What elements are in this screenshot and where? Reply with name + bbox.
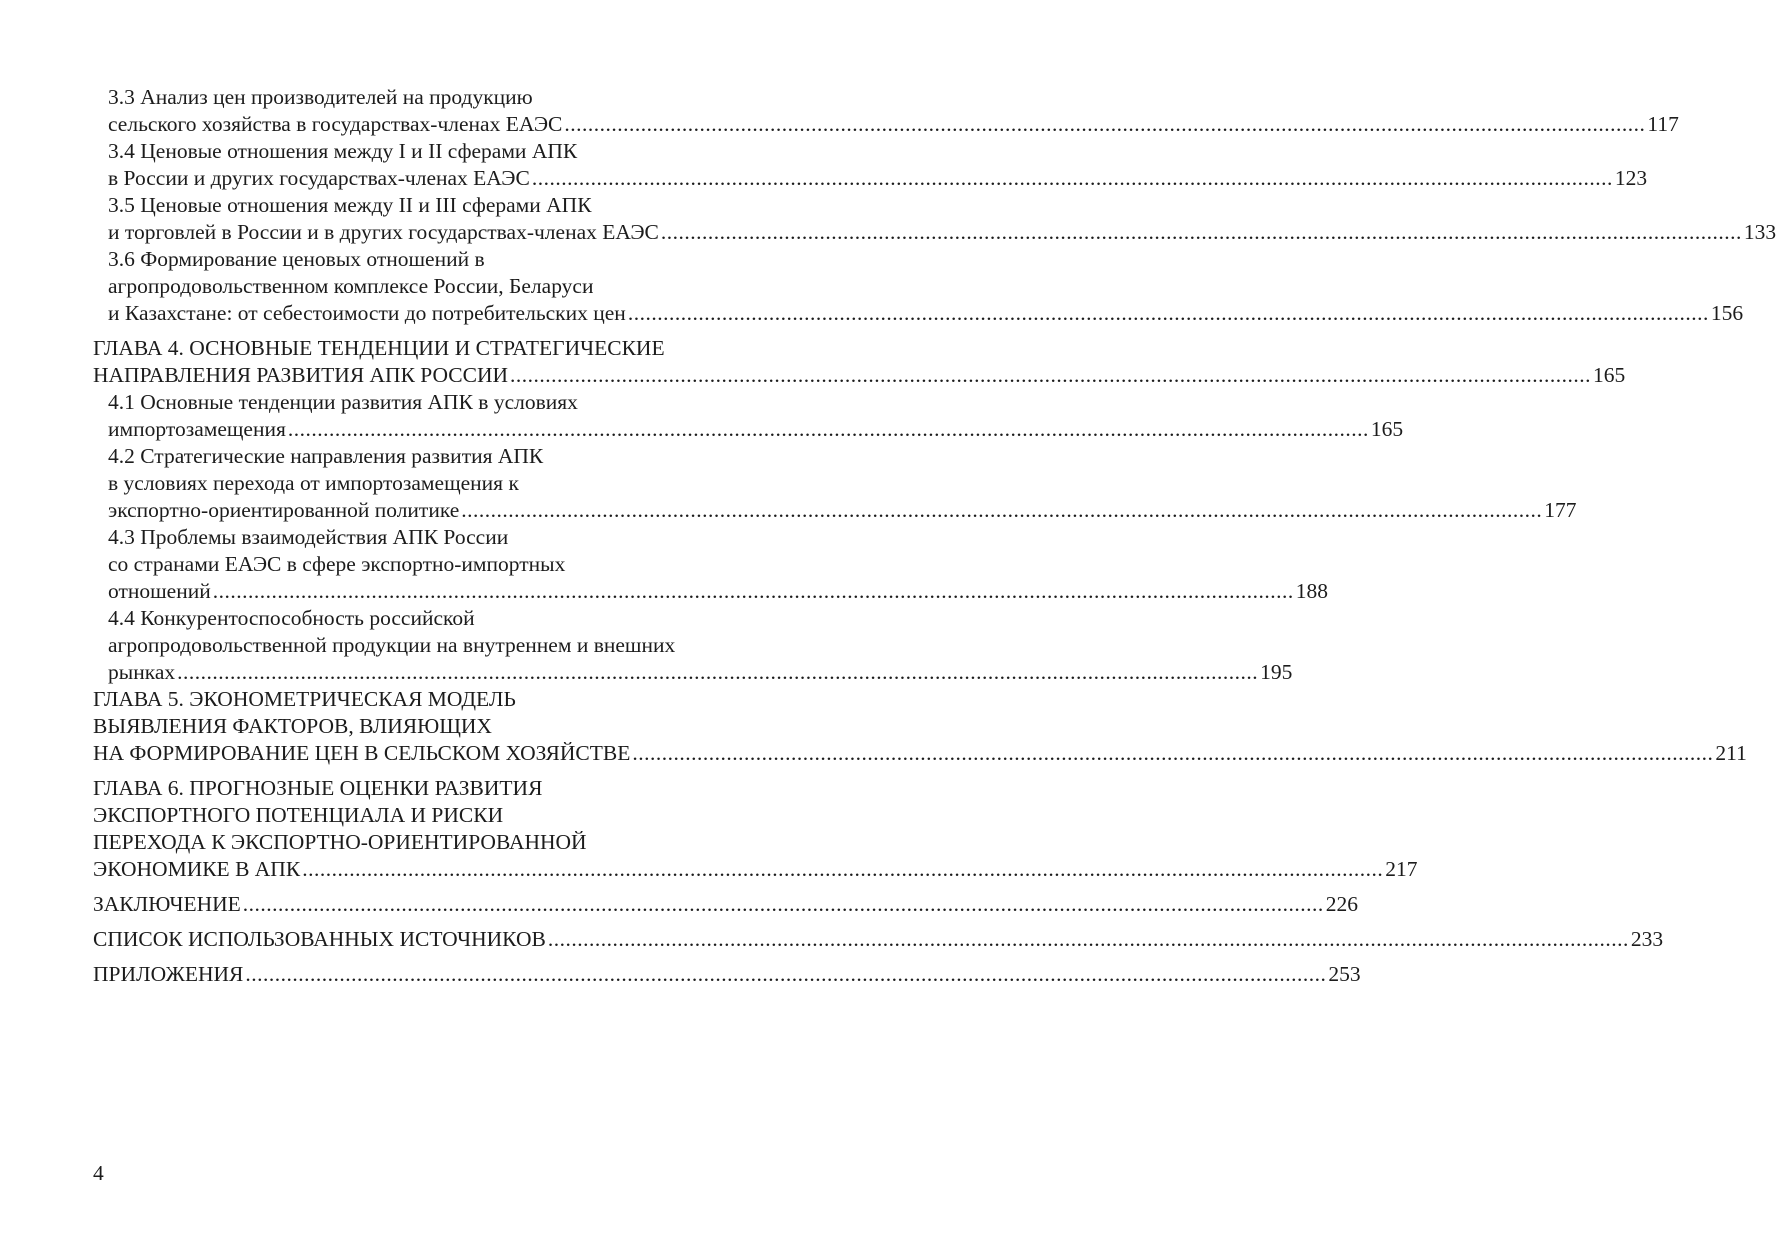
toc-entry-last-line <box>108 659 1293 686</box>
toc-page-number: 165 <box>1593 363 1626 387</box>
toc-page-number: 177 <box>1544 498 1577 522</box>
toc-page-number: 188 <box>1295 579 1328 603</box>
toc-entry-last-line <box>93 926 1664 953</box>
toc-entry[interactable] <box>93 246 1744 327</box>
toc-entry[interactable] <box>93 389 1404 443</box>
toc-entry-last-line <box>93 362 1626 389</box>
dot-leader: ........................................................................................................................................................................................ <box>632 741 1714 765</box>
toc-entry-last-line <box>108 578 1328 605</box>
toc-entry-last-line <box>93 891 1359 918</box>
toc-entry-title-line: рынках <box>108 660 176 684</box>
toc-entry-title-line: в России и других государствах-членах ЕАЭС <box>108 166 530 190</box>
toc-chapter-entry[interactable] <box>93 926 1664 953</box>
toc-page-number: 217 <box>1385 857 1418 881</box>
toc-entry-last-line <box>108 219 1776 246</box>
toc-entry-title-line: 3.3 Анализ цен производителей на продукцию <box>108 85 533 109</box>
toc-entry-title-line: 3.4 Ценовые отношения между I и II сферами АПК <box>108 139 578 163</box>
toc-chapter-entry[interactable] <box>93 775 1418 883</box>
toc-entry[interactable] <box>93 84 1679 138</box>
toc-entry-title-line: ГЛАВА 5. ЭКОНОМЕТРИЧЕСКАЯ МОДЕЛЬ <box>93 687 516 711</box>
dot-leader: ........................................................................................................................................................................................ <box>245 962 1327 986</box>
toc-entry-title-line: агропродовольственной продукции на внутреннем и внешних <box>108 633 676 657</box>
dot-leader: ........................................................................................................................................................................................ <box>627 301 1709 325</box>
toc-entry[interactable] <box>93 192 1776 246</box>
toc-chapter-entry[interactable] <box>93 686 1747 767</box>
toc-entry-title-line: СПИСОК ИСПОЛЬЗОВАННЫХ ИСТОЧНИКОВ <box>93 927 546 951</box>
dot-leader: ........................................................................................................................................................................................ <box>531 166 1613 190</box>
toc-entry-last-line <box>108 165 1648 192</box>
toc-entry-title-line: ПЕРЕХОДА К ЭКСПОРТНО-ОРИЕНТИРОВАННОЙ <box>93 830 587 854</box>
toc-page-number: 233 <box>1630 927 1664 951</box>
toc-page-number: 123 <box>1614 166 1648 190</box>
dot-leader: ........................................................................................................................................................................................ <box>212 579 1294 603</box>
toc-entry-title-line: 4.1 Основные тенденции развития АПК в условиях <box>108 390 578 414</box>
toc-entry-title-line: ПРИЛОЖЕНИЯ <box>93 962 244 986</box>
toc-chapter-entry[interactable] <box>93 335 1626 389</box>
toc-entry-title-line: ЗАКЛЮЧЕНИЕ <box>93 892 241 916</box>
page-number: 4 <box>93 1161 104 1185</box>
dot-leader: ........................................................................................................................................................................................ <box>547 927 1629 951</box>
toc-entry-title-line: и Казахстане: от себестоимости до потребительских цен <box>108 301 626 325</box>
toc-entry-title-line: ЭКОНОМИКЕ В АПК <box>93 857 301 881</box>
toc-entry-title-line: НА ФОРМИРОВАНИЕ ЦЕН В СЕЛЬСКОМ ХОЗЯЙСТВЕ <box>93 741 631 765</box>
toc-entry-title-line: ГЛАВА 4. ОСНОВНЫЕ ТЕНДЕНЦИИ И СТРАТЕГИЧЕСКИЕ <box>93 336 665 360</box>
toc-page-number: 211 <box>1715 741 1747 765</box>
dot-leader: ........................................................................................................................................................................................ <box>461 498 1543 522</box>
toc-entry[interactable] <box>93 524 1328 605</box>
toc-entry[interactable] <box>93 138 1648 192</box>
toc-entry-title-line: 3.6 Формирование ценовых отношений в <box>108 247 485 271</box>
toc-entry-title-line: НАПРАВЛЕНИЯ РАЗВИТИЯ АПК РОССИИ <box>93 363 509 387</box>
toc-entry-last-line <box>108 497 1577 524</box>
toc-entry-title-line: экспортно-ориентированной политике <box>108 498 460 522</box>
toc-entry-title-line: 4.2 Стратегические направления развития АПК <box>108 444 544 468</box>
toc-entry-title-line: 4.4 Конкурентоспособность российской <box>108 606 475 630</box>
dot-leader: ........................................................................................................................................................................................ <box>242 892 1324 916</box>
toc-entry-last-line <box>93 961 1361 988</box>
dot-leader: ........................................................................................................................................................................................ <box>177 660 1259 684</box>
toc-entry-last-line <box>93 856 1418 883</box>
dot-leader: ........................................................................................................................................................................................ <box>660 220 1742 244</box>
toc-page-number: 133 <box>1743 220 1776 244</box>
toc-page-number: 226 <box>1325 892 1359 916</box>
toc-entry-last-line <box>108 300 1744 327</box>
toc-entry-title-line: агропродовольственном комплексе России, Беларуси <box>108 274 594 298</box>
toc-entry-title-line: ВЫЯВЛЕНИЯ ФАКТОРОВ, ВЛИЯЮЩИХ <box>93 714 492 738</box>
toc-page-number: 253 <box>1328 962 1361 986</box>
toc-entry-title-line: отношений <box>108 579 211 603</box>
toc-entry[interactable] <box>93 605 1293 686</box>
toc-entry[interactable] <box>93 443 1577 524</box>
toc-entry-title-line: импортозамещения <box>108 417 286 441</box>
table-of-contents <box>93 84 1776 988</box>
toc-entry-title-line: 3.5 Ценовые отношения между II и III сферами АПК <box>108 193 592 217</box>
toc-entry-last-line <box>108 416 1404 443</box>
toc-entry-title-line: сельского хозяйства в государствах-членах ЕАЭС <box>108 112 563 136</box>
dot-leader: ........................................................................................................................................................................................ <box>302 857 1384 881</box>
toc-chapter-entry[interactable] <box>93 961 1361 988</box>
toc-chapter-entry[interactable] <box>93 891 1359 918</box>
toc-page-number: 156 <box>1710 301 1744 325</box>
toc-entry-title-line: и торговлей в России и в других государствах-членах ЕАЭС <box>108 220 659 244</box>
toc-entry-title-line: ЭКСПОРТНОГО ПОТЕНЦИАЛА И РИСКИ <box>93 803 504 827</box>
toc-entry-last-line <box>93 740 1747 767</box>
toc-page-number: 195 <box>1260 660 1293 684</box>
toc-entry-title-line: 4.3 Проблемы взаимодействия АПК России <box>108 525 509 549</box>
toc-page-number: 117 <box>1647 112 1679 136</box>
dot-leader: ........................................................................................................................................................................................ <box>287 417 1369 441</box>
toc-entry-title-line: со странами ЕАЭС в сфере экспортно-импортных <box>108 552 566 576</box>
toc-page-number: 165 <box>1370 417 1404 441</box>
dot-leader: ........................................................................................................................................................................................ <box>564 112 1646 136</box>
toc-entry-last-line <box>108 111 1679 138</box>
dot-leader: ........................................................................................................................................................................................ <box>510 363 1592 387</box>
toc-entry-title-line: ГЛАВА 6. ПРОГНОЗНЫЕ ОЦЕНКИ РАЗВИТИЯ <box>93 776 543 800</box>
toc-entry-title-line: в условиях перехода от импортозамещения к <box>108 471 519 495</box>
